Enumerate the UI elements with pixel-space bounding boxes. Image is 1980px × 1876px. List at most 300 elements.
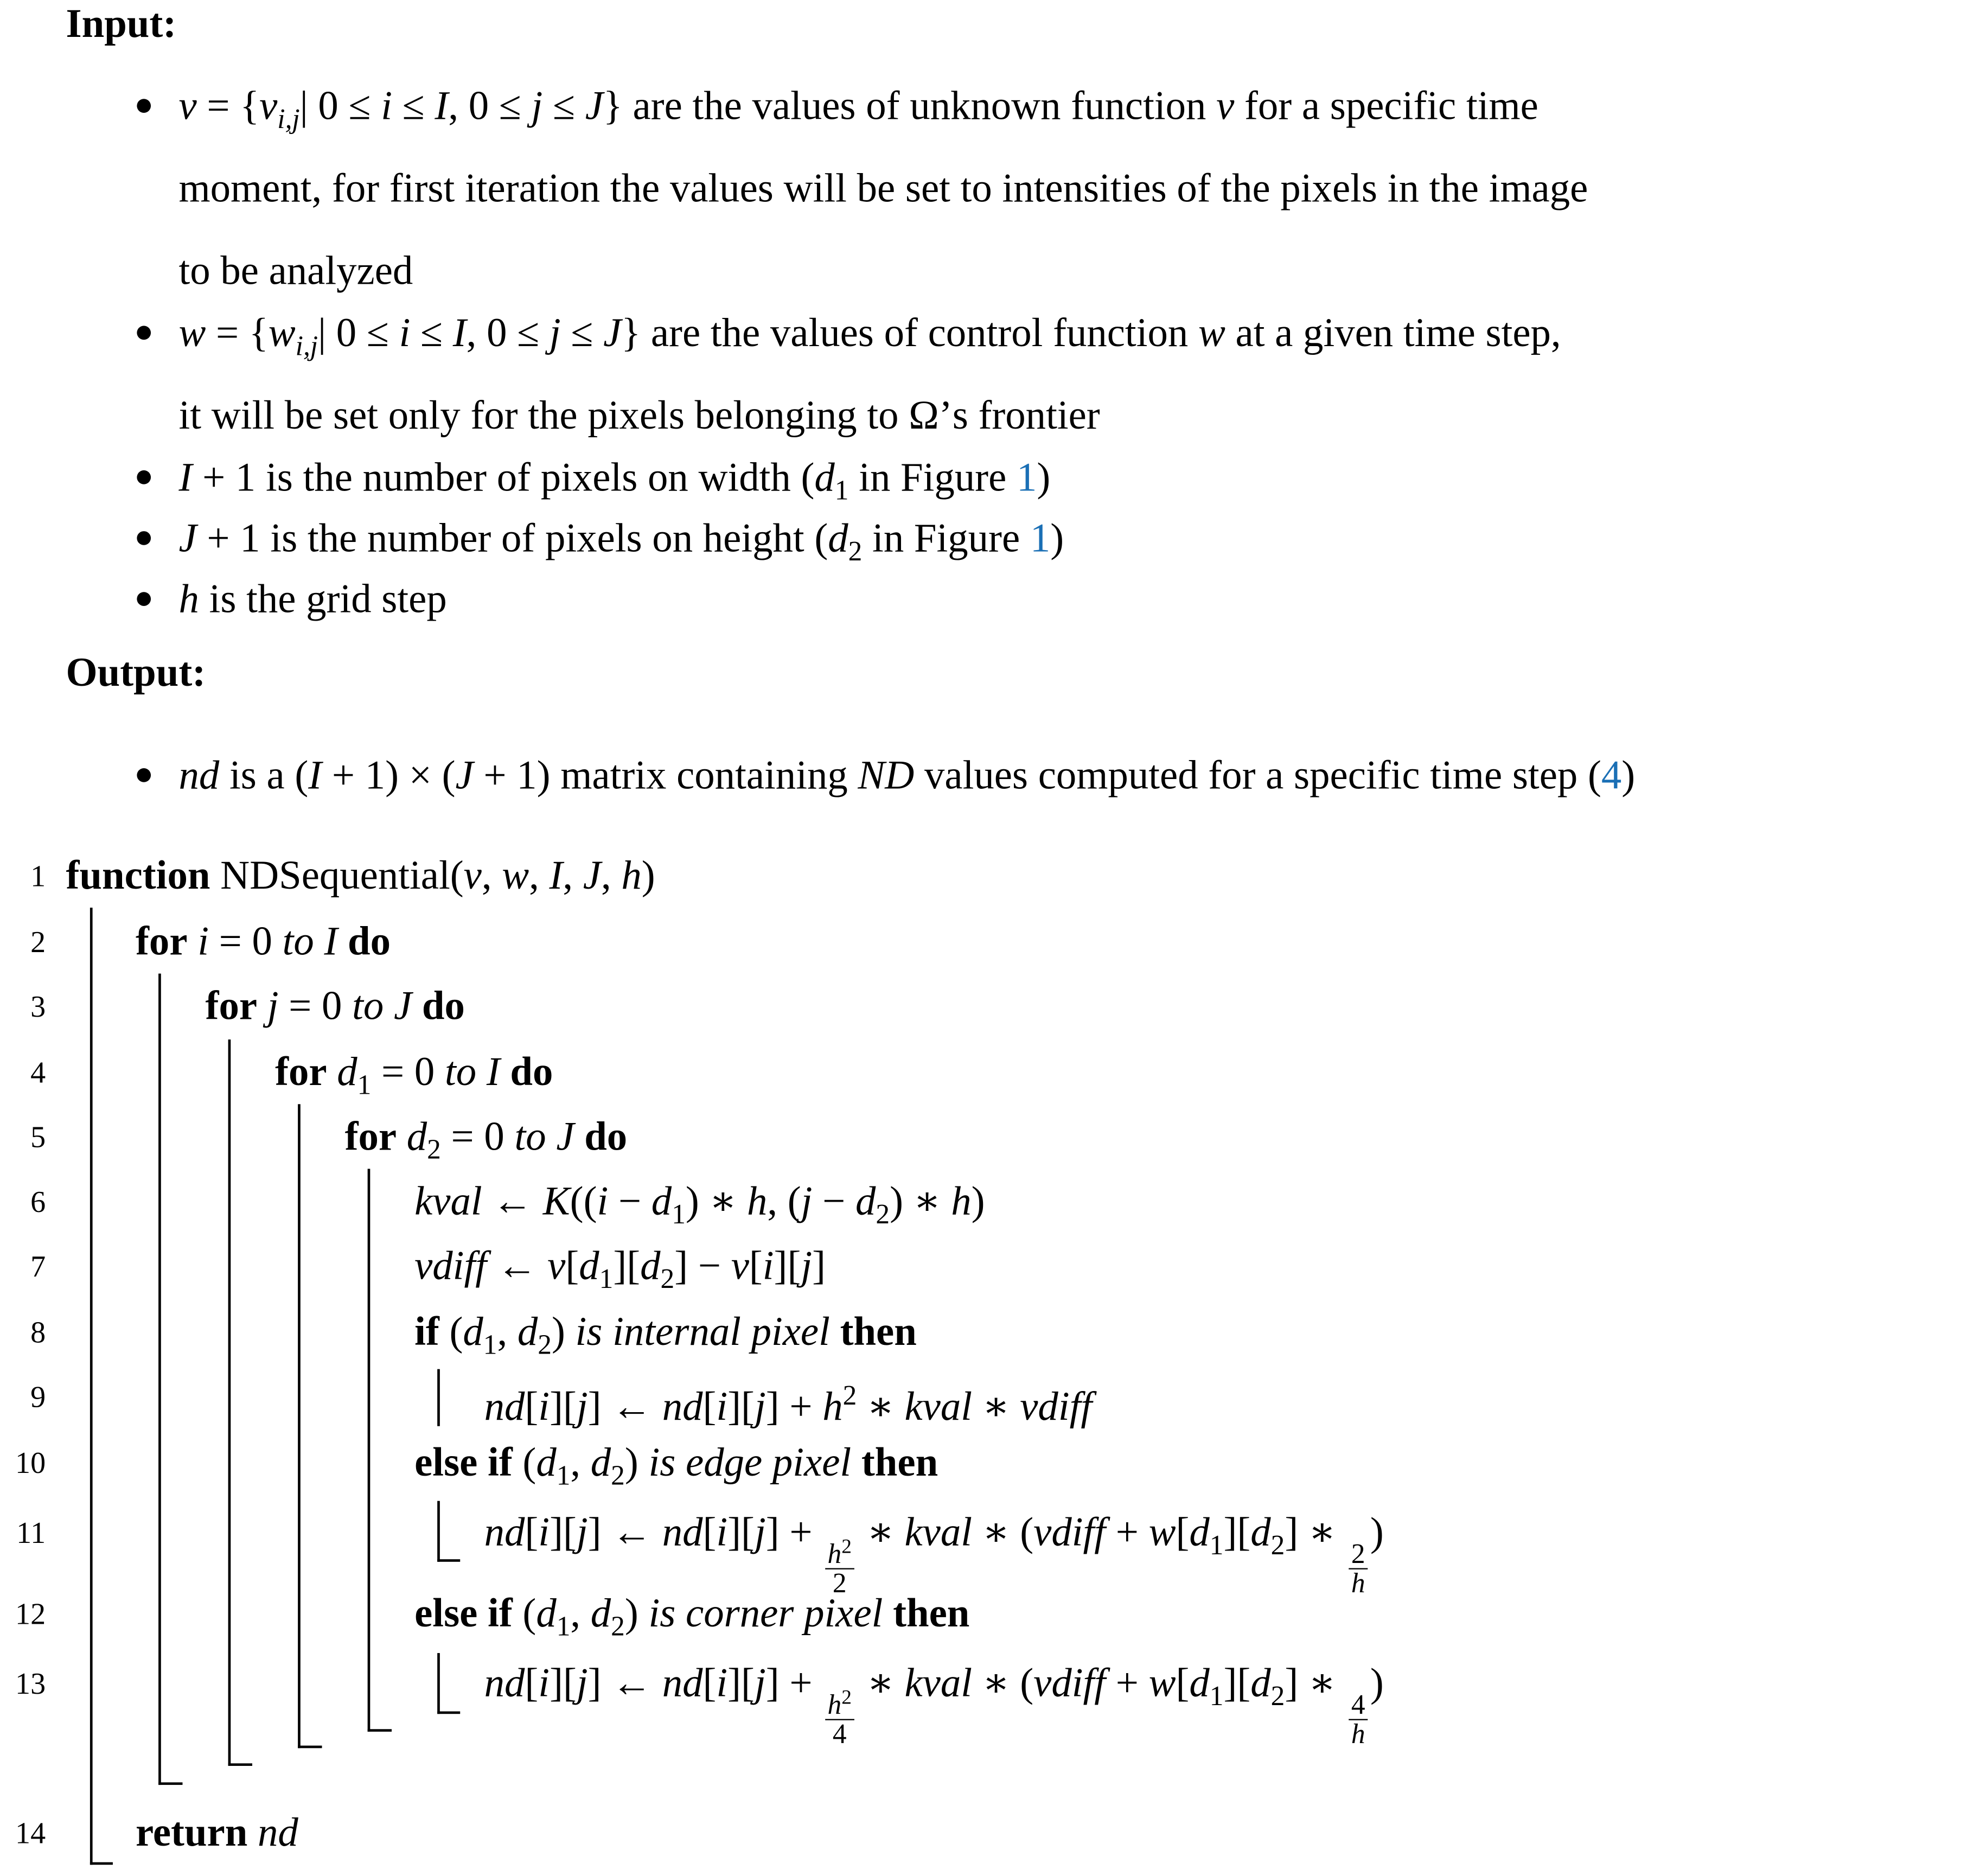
text-segment: ] [812,1242,826,1288]
keyword: do [348,917,391,963]
numerator-text: 4 [1351,1688,1365,1720]
line-number: 11 [16,1517,46,1550]
input-item-line [178,245,413,295]
text-segment: i [197,917,209,963]
text-segment: I [452,309,467,355]
text-segment: 1 [483,1328,497,1361]
exponent: 2 [841,1536,852,1558]
fraction-denominator: 2 [832,1567,847,1599]
text-segment: j [576,1508,588,1554]
block-bar-for-i [158,974,161,1785]
text-segment: j [549,309,561,355]
text-segment: ∗ [972,1383,1020,1429]
text-segment: is corner pixel [648,1590,883,1636]
text-segment: h [178,575,199,621]
text-segment: d [1250,1659,1271,1705]
text-segment: ][ [550,1383,577,1429]
text-segment: NDSequential( [210,852,464,898]
line-number: 9 [30,1382,46,1415]
text-segment: = 0 [278,982,353,1029]
text-segment: is the grid step [199,575,447,621]
line-number: 2 [30,927,46,960]
text-segment: values computed for a specific time step ( [914,751,1601,797]
text-segment [384,982,394,1028]
text-segment: ) [551,1308,576,1354]
fraction-denominator: h [1351,1718,1365,1750]
text-segment: v [259,82,278,129]
fraction-numerator [1349,1537,1368,1569]
output-heading: Output: [66,649,206,695]
text-segment: ][ [550,1508,577,1554]
block-bar-if [437,1369,440,1426]
bullet-icon [137,531,151,545]
text-segment: [ [1176,1659,1190,1705]
algorithm-line [414,1240,826,1294]
text-segment [500,1048,510,1094]
keyword: else if [414,1590,513,1636]
text-segment: ∗ ( [972,1508,1034,1554]
text-segment: , [529,852,550,898]
text-segment: [ [1176,1508,1190,1554]
text-segment: = 0 [371,1048,445,1094]
line-number: 3 [30,991,46,1025]
text-segment: to [352,982,384,1029]
text-segment: to [514,1113,546,1159]
keyword: do [510,1048,553,1094]
text-segment: j [576,1659,588,1705]
bullet-icon [137,470,151,484]
text-segment: v [731,1242,749,1288]
text-segment: ] − [674,1242,731,1288]
line-number: 12 [15,1598,46,1632]
bullet-icon [137,768,151,782]
text-segment [851,1439,861,1484]
algorithm-line [136,1807,298,1857]
text-segment: 2 [842,1379,857,1411]
text-segment: 1 [1209,1680,1224,1712]
text-segment [476,1048,487,1094]
text-segment: to [444,1048,477,1094]
text-segment: ∗ [857,1659,905,1705]
text-segment: ≤ [542,82,585,129]
fraction-numerator [825,1684,854,1720]
keyword: then [893,1590,970,1636]
text-segment: | 0 ≤ [299,82,381,129]
input-item-line [178,162,1588,213]
text-segment: [ [525,1383,539,1429]
text-segment: i [538,1508,550,1554]
text-segment [257,982,267,1028]
text-segment: 2 [876,1198,890,1230]
text-segment: i [716,1383,728,1429]
text-segment: ] ← [587,1383,662,1429]
text-segment: , [563,852,583,898]
text-segment: ≤ [392,82,435,129]
text-segment [337,918,348,963]
text-segment: nd [178,751,220,797]
text-segment: kval [904,1659,973,1705]
text-segment: + 1 is the number of pixels on width ( [192,454,815,500]
block-foot [158,1782,182,1785]
line-number: 6 [30,1186,46,1220]
input-item-line [178,573,446,623]
text-segment: ← [487,1242,548,1288]
text-segment: d [828,514,848,560]
text-segment: I [549,852,563,898]
algorithm-line [414,1306,917,1361]
block-foot [90,1862,113,1865]
text-segment [412,982,422,1028]
text-segment: , 0 ≤ [448,82,532,129]
block-foot [228,1763,252,1766]
text-segment: i [762,1242,774,1288]
text-segment: , [497,1308,518,1354]
text-segment: 2 [848,535,863,567]
keyword: for [205,982,258,1029]
text-segment: h [822,1383,843,1429]
text-segment: d [855,1177,876,1223]
text-segment: ][ [727,1659,755,1705]
text-segment: d [1189,1508,1210,1554]
text-segment: i [538,1659,550,1705]
text-segment: } are the values of unknown function [603,82,1217,129]
text-segment: i,j [277,103,300,135]
text-segment: ( [439,1308,463,1354]
text-segment [397,1113,407,1159]
text-segment: − [608,1177,652,1223]
fraction-denominator: 4 [832,1718,847,1750]
text-segment: (( [570,1177,597,1223]
text-segment: kval [414,1177,482,1223]
text-segment: w [1148,1508,1176,1554]
text-segment: 2 [660,1262,675,1294]
keyword: do [584,1113,628,1159]
text-segment: vdiff [1033,1659,1106,1705]
output-item-line [178,749,1635,800]
text-segment [247,1809,258,1854]
text-segment: to be analyzed [178,247,413,293]
text-segment: [ [565,1242,579,1288]
reference-link[interactable]: 4 [1601,751,1622,797]
text-segment: ∗ ( [972,1659,1034,1705]
bullet-icon [137,99,151,113]
text-segment: ][ [1223,1659,1251,1705]
text-segment: i [597,1177,609,1223]
text-segment: d [651,1177,672,1223]
text-segment: it will be set only for the pixels belonging to Ω’s frontier [178,392,1100,438]
text-segment: i [399,309,411,355]
algorithm-line [484,1506,1384,1599]
text-segment: K [542,1177,570,1223]
algorithm-line [414,1587,970,1642]
text-segment: d [579,1242,599,1288]
text-segment [883,1590,893,1635]
text-segment: ) ∗ [685,1177,748,1223]
keyword: then [840,1308,917,1354]
block-bar-function [90,908,93,1865]
text-segment: j [754,1508,766,1554]
text-segment: ] ← [587,1508,662,1554]
text-segment: d [1189,1659,1210,1705]
text-segment: 2 [611,1459,625,1491]
text-segment: 1 [357,1068,372,1101]
text-segment: nd [662,1659,703,1705]
algorithm-line [414,1436,938,1491]
text-segment: is internal pixel [575,1308,830,1354]
text-segment: | 0 ≤ [318,309,399,355]
text-segment: 2 [1270,1680,1285,1712]
text-segment: d [640,1242,661,1288]
text-segment: ≤ [410,309,453,355]
text-segment: I [324,917,338,963]
text-segment: ][ [1223,1508,1251,1554]
fraction [1349,1537,1368,1599]
text-segment: = { [196,82,260,129]
block-bar-else-if-corner [437,1653,440,1714]
text-segment: j [267,982,279,1029]
text-segment [314,918,324,963]
text-segment: [ [702,1508,717,1554]
text-segment: j [576,1383,588,1429]
text-segment: ][ [613,1242,641,1288]
text-segment: } are the values of control function [621,309,1198,355]
text-segment: at a given time step, [1225,309,1561,355]
text-segment: 1 [556,1459,571,1491]
block-bar-for-d2 [368,1169,371,1731]
text-segment: nd [258,1809,298,1855]
text-segment: ) ∗ [890,1177,951,1223]
text-segment: h [747,1177,768,1223]
block-foot [437,1559,460,1562]
text-segment: , ( [767,1177,801,1223]
text-segment: w [1148,1659,1176,1705]
reference-link[interactable]: 1 [1030,514,1051,560]
algorithm-line [414,1175,985,1230]
text-segment: ][ [774,1242,801,1288]
text-segment: vdiff [414,1242,487,1288]
text-segment: w [268,309,296,355]
text-segment [188,918,198,963]
algorithm-line [66,850,655,900]
text-segment: , [570,1590,591,1636]
text-segment: kval [904,1508,973,1554]
text-segment: moment, for first iteration the values will be set to intensities of the pixels in the image [178,164,1588,210]
text-segment: J [393,982,412,1029]
text-segment: h [621,852,642,898]
text-segment [327,1048,337,1094]
text-segment: , [481,852,502,898]
text-segment: j [754,1383,766,1429]
text-segment: ND [858,751,915,797]
reference-link[interactable]: 1 [1016,454,1037,500]
algorithm-line [275,1046,553,1101]
text-segment: d [517,1308,538,1354]
numerator-text: h [827,1688,842,1720]
input-item-line [178,512,1064,567]
text-segment: v [1216,82,1235,129]
text-segment: ( [512,1439,536,1485]
block-bar-else-if-edge [437,1501,440,1562]
text-segment: ] ∗ [1285,1659,1346,1705]
text-segment: [ [749,1242,763,1288]
text-segment: ( [512,1590,536,1636]
algorithm-line [484,1370,1093,1429]
text-segment: ][ [727,1383,755,1429]
text-segment: d [590,1590,611,1636]
text-segment: j [754,1659,766,1705]
text-segment: vdiff [1020,1383,1093,1429]
text-segment: 1 [599,1262,614,1294]
fraction [1349,1688,1368,1750]
text-segment: nd [484,1383,525,1429]
text-segment: 1 [556,1610,571,1642]
text-segment: 2 [1270,1529,1285,1561]
line-number: 1 [30,860,46,894]
input-item-line [178,451,1051,506]
keyword: function [66,852,210,898]
text-segment: J [585,82,603,129]
fraction-numerator [825,1534,854,1569]
text-segment: [ [702,1659,717,1705]
text-segment: w [1198,309,1225,355]
keyword: for [136,917,188,963]
bullet-icon [137,326,151,340]
text-segment: ][ [550,1659,577,1705]
fraction [825,1684,854,1748]
block-foot [437,1712,460,1714]
text-segment: j [801,1242,813,1288]
text-segment: nd [662,1383,703,1429]
block-foot [368,1729,392,1732]
text-segment: to [282,917,314,963]
text-segment: v [463,852,482,898]
fraction-denominator: h [1351,1567,1365,1599]
text-segment: J [603,309,622,355]
text-segment: + 1 is the number of pixels on height ( [196,514,828,560]
text-segment: ) [1621,751,1636,797]
text-segment: ) [641,852,655,898]
text-segment: J [178,514,197,560]
keyword: then [861,1439,938,1485]
algorithm-line [484,1657,1384,1750]
text-segment: in Figure [848,454,1017,500]
text-segment: J [556,1113,574,1159]
keyword: else if [414,1439,513,1485]
text-segment: w [178,309,206,355]
text-segment: + [1106,1659,1149,1705]
text-segment: ] + [765,1508,823,1554]
text-segment: ← [482,1177,543,1223]
keyword: for [275,1048,327,1094]
line-number: 10 [15,1447,46,1481]
text-segment: in Figure [862,514,1030,560]
text-segment: j [801,1177,813,1223]
text-segment: + 1) matrix containing [473,751,858,797]
text-segment: I [486,1048,500,1094]
algorithm-line [136,915,391,966]
line-number: 7 [30,1251,46,1285]
line-number: 13 [15,1668,46,1701]
text-segment: [ [702,1383,717,1429]
text-segment: , [601,852,622,898]
keyword: do [421,982,465,1029]
text-segment: ) [1370,1659,1384,1705]
text-segment [574,1113,585,1159]
text-segment: v [178,82,197,129]
input-item-line [178,307,1561,361]
text-segment: + [1106,1508,1149,1554]
bullet-icon [137,592,151,606]
text-segment: ∗ [857,1508,905,1554]
text-segment: [ [525,1659,539,1705]
text-segment: 1 [1209,1529,1224,1561]
line-number: 14 [15,1817,46,1851]
text-segment: d [814,454,835,500]
text-segment: d [406,1113,427,1159]
text-segment: ∗ [857,1383,905,1429]
text-segment: 1 [672,1198,686,1230]
text-segment: vdiff [1033,1508,1106,1554]
text-segment: ≤ [560,309,604,355]
text-segment: I [435,82,449,129]
text-segment: ) [1370,1508,1384,1554]
text-segment: , [570,1439,591,1485]
text-segment: d [536,1590,557,1636]
text-segment: for a specific time [1234,82,1538,129]
text-segment: ) [1037,454,1051,500]
text-segment: ) [971,1177,985,1223]
text-segment: i [716,1659,728,1705]
text-segment: nd [662,1508,703,1554]
text-segment: d [536,1439,557,1485]
line-number: 8 [30,1317,46,1350]
line-number: 5 [30,1121,46,1155]
text-segment: d [590,1439,611,1485]
fraction-numerator [1349,1688,1368,1720]
text-segment: i [538,1383,550,1429]
text-segment: is a ( [219,751,309,797]
text-segment: ) [624,1590,649,1636]
input-item-line [178,80,1538,135]
text-segment: nd [484,1659,525,1705]
text-segment: I [178,454,193,500]
line-number: 4 [30,1057,46,1090]
input-heading: Input: [66,0,177,46]
text-segment: ) [624,1439,649,1485]
text-segment: h [951,1177,972,1223]
block-bar-for-j [228,1039,231,1766]
text-segment: = { [206,309,269,355]
text-segment: = 0 [440,1113,515,1159]
text-segment: 2 [427,1133,441,1165]
text-segment [830,1308,840,1354]
text-segment: is edge pixel [648,1439,852,1485]
keyword: if [414,1308,439,1354]
text-segment: ] ← [587,1659,662,1705]
numerator-text: h [827,1537,842,1569]
text-segment: kval [904,1383,973,1429]
text-segment: 1 [834,474,849,506]
text-segment: J [583,852,601,898]
block-foot [298,1746,322,1749]
text-segment: − [812,1177,856,1223]
keyword: return [136,1809,248,1855]
text-segment: d [1250,1508,1271,1554]
text-segment: = 0 [208,917,283,963]
block-bar-for-d1 [298,1104,301,1748]
text-segment: ][ [727,1508,755,1554]
algorithm-line [206,980,465,1030]
